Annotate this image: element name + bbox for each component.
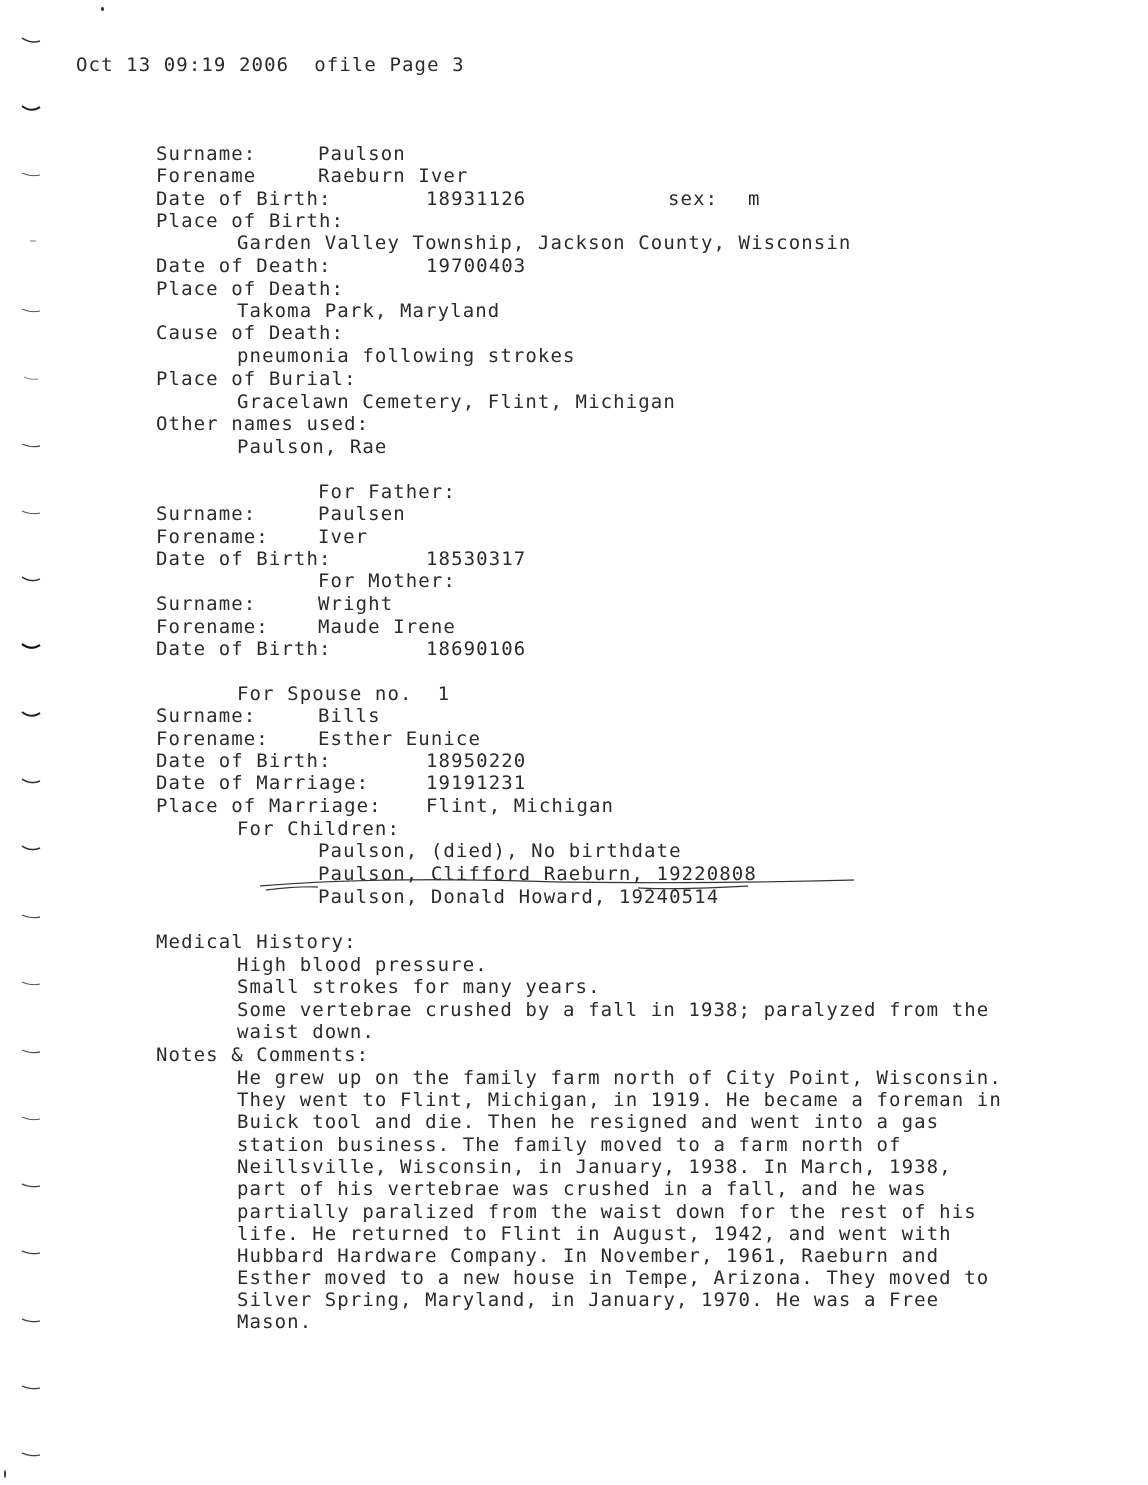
child-entry: Paulson, Clifford Raeburn, 19220808 <box>318 863 757 885</box>
marriage-place-value: Flint, Michigan <box>426 795 615 817</box>
mother-forename-label: Forename: <box>156 616 269 638</box>
binder-hole-mark <box>20 374 42 384</box>
burial-label: Place of Burial: <box>156 368 357 390</box>
child-entry: Paulson, Donald Howard, 19240514 <box>318 886 720 908</box>
pob-value: Garden Valley Township, Jackson County, Wisconsin <box>237 232 852 254</box>
dob-label: Date of Birth: <box>156 188 332 210</box>
spouse-forename-value: Esther Eunice <box>318 728 482 750</box>
medical-history-line: waist down. <box>237 1021 375 1043</box>
father-forename-value: Iver <box>318 526 369 548</box>
binder-hole-mark <box>20 1047 42 1057</box>
cod-value: pneumonia following strokes <box>237 345 576 367</box>
binder-hole-mark <box>20 1114 42 1124</box>
other-names-label: Other names used: <box>156 413 370 435</box>
binder-hole-mark <box>20 710 42 720</box>
binder-hole-mark <box>20 1181 42 1191</box>
spouse-surname-value: Bills <box>318 705 381 727</box>
notes-line: Silver Spring, Maryland, in January, 1970. He was a Free <box>237 1289 940 1311</box>
ink-speck <box>4 1470 6 1478</box>
notes-line: Buick tool and die. Then he resigned and went into a gas <box>237 1111 940 1133</box>
mother-heading: For Mother: <box>318 570 456 592</box>
father-dob-value: 18530317 <box>426 548 527 570</box>
notes-line: part of his vertebrae was crushed in a fall, and he was <box>237 1178 927 1200</box>
father-surname-value: Paulsen <box>318 503 406 525</box>
dob-value: 18931126 <box>426 188 527 210</box>
surname-value: Paulson <box>318 143 406 165</box>
binder-hole-mark <box>20 575 42 585</box>
medical-history-heading: Medical History: <box>156 931 357 953</box>
father-forename-label: Forename: <box>156 526 269 548</box>
binder-hole-mark <box>20 642 42 652</box>
medical-history-line: High blood pressure. <box>237 954 488 976</box>
pod-value: Takoma Park, Maryland <box>237 300 501 322</box>
binder-hole-mark <box>20 170 42 180</box>
sex-label: sex: <box>668 188 719 210</box>
dod-value: 19700403 <box>426 255 527 277</box>
spouse-forename-label: Forename: <box>156 728 269 750</box>
notes-line: life. He returned to Flint in August, 1942, and went with <box>237 1223 952 1245</box>
binder-hole-mark <box>20 1248 42 1258</box>
marriage-date-value: 19191231 <box>426 772 527 794</box>
binder-hole-mark <box>20 1316 42 1326</box>
mother-surname-value: Wright <box>318 593 394 615</box>
child-entry: Paulson, (died), No birthdate <box>318 840 682 862</box>
spouse-dob-value: 18950220 <box>426 750 527 772</box>
ink-speck <box>101 7 104 11</box>
binder-hole-mark <box>20 441 42 451</box>
burial-value: Gracelawn Cemetery, Flint, Michigan <box>237 391 676 413</box>
spouse-heading: For Spouse no. 1 <box>237 683 451 705</box>
father-surname-label: Surname: <box>156 503 257 525</box>
binder-hole-mark <box>20 306 42 316</box>
cod-label: Cause of Death: <box>156 322 345 344</box>
binder-hole-mark <box>20 508 42 518</box>
binder-hole-mark <box>20 36 42 46</box>
binder-hole-mark <box>20 777 42 787</box>
mother-surname-label: Surname: <box>156 593 257 615</box>
father-dob-label: Date of Birth: <box>156 548 332 570</box>
medical-history-line: Small strokes for many years. <box>237 976 601 998</box>
notes-line: partially paralized from the waist down for the rest of his <box>237 1201 977 1223</box>
notes-line: He grew up on the family farm north of City Point, Wisconsin. <box>237 1067 1002 1089</box>
notes-line: They went to Flint, Michigan, in 1919. He became a foreman in <box>237 1089 1002 1111</box>
page-header: Oct 13 09:19 2006 ofile Page 3 <box>76 54 465 76</box>
binder-hole-mark <box>20 912 42 922</box>
binder-hole-mark <box>20 844 42 854</box>
spouse-surname-label: Surname: <box>156 705 257 727</box>
binder-hole-mark <box>20 237 42 247</box>
binder-hole-mark <box>20 1450 42 1460</box>
marriage-place-label: Place of Marriage: <box>156 795 382 817</box>
notes-line: Hubbard Hardware Company. In November, 1961, Raeburn and <box>237 1245 940 1267</box>
binder-hole-mark <box>20 979 42 989</box>
pod-label: Place of Death: <box>156 278 345 300</box>
dod-label: Date of Death: <box>156 255 332 277</box>
handwritten-underline <box>258 878 858 900</box>
mother-forename-value: Maude Irene <box>318 616 456 638</box>
other-names-value: Paulson, Rae <box>237 436 388 458</box>
notes-line: station business. The family moved to a farm north of <box>237 1134 902 1156</box>
binder-hole-mark <box>20 104 42 114</box>
forename-value: Raeburn Iver <box>318 165 469 187</box>
notes-line: Neillsville, Wisconsin, in January, 1938. In March, 1938, <box>237 1156 952 1178</box>
spouse-dob-label: Date of Birth: <box>156 750 332 772</box>
sex-value: m <box>748 188 761 210</box>
notes-heading: Notes & Comments: <box>156 1044 370 1066</box>
pob-label: Place of Birth: <box>156 210 345 232</box>
surname-label: Surname: <box>156 143 257 165</box>
mother-dob-value: 18690106 <box>426 638 527 660</box>
notes-line: Mason. <box>237 1311 313 1333</box>
children-heading: For Children: <box>237 818 401 840</box>
marriage-date-label: Date of Marriage: <box>156 772 370 794</box>
notes-line: Esther moved to a new house in Tempe, Arizona. They moved to <box>237 1267 990 1289</box>
forename-label: Forename <box>156 165 257 187</box>
father-heading: For Father: <box>318 481 456 503</box>
medical-history-line: Some vertebrae crushed by a fall in 1938; paralyzed from the <box>237 999 990 1021</box>
binder-hole-mark <box>20 1383 42 1393</box>
mother-dob-label: Date of Birth: <box>156 638 332 660</box>
